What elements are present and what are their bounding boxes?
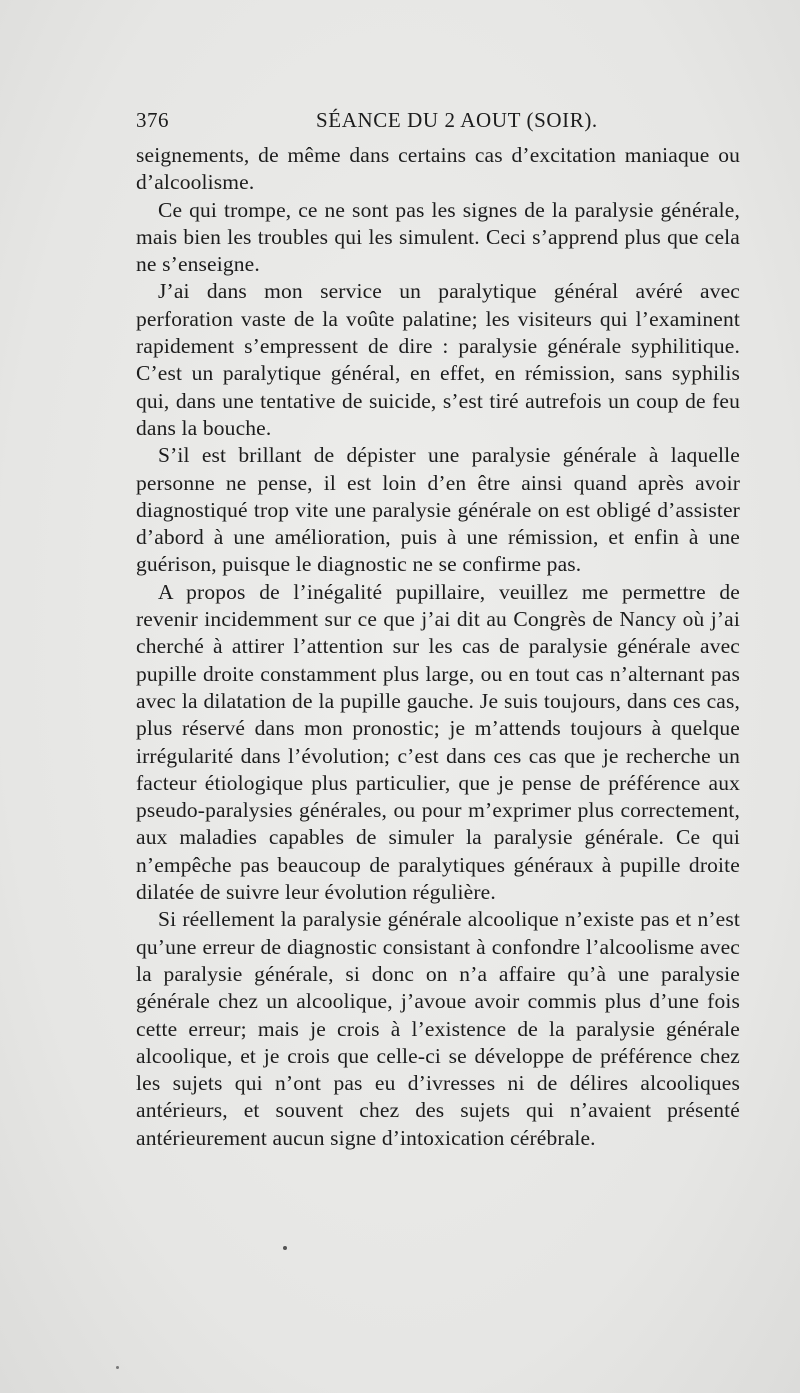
page-header [136, 108, 740, 142]
page-number: 376 [136, 108, 169, 132]
paragraph-1: seignements, de même dans certains cas d’excitation maniaque ou d’alcoolisme. [136, 143, 740, 195]
ink-speck [283, 1246, 287, 1250]
ink-speck [116, 1366, 119, 1369]
paragraph-5: A propos de l’inégalité pupillaire, veuillez me permettre de revenir incidemment sur ce que j’ai dit au Congrès de Nancy où j’ai cherché à attirer l’attention sur les cas de paralysie générale avec pupille droite constamment plus large, ou en tout cas n’alternant pas avec la dilatation de la pupille gauche. Je suis toujours, dans ces cas, plus réservé dans mon pronostic; je m’attends toujours à quelque irrégularité dans l’évolution; c’est dans ces cas que je recherche un facteur étiologique plus particulier, que je pense de préférence aux pseudo-paralysies générales, ou pour m’exprimer plus correctement, aux maladies capables de simuler la paralysie générale. Ce qui n’empêche pas beaucoup de paralytiques généraux à pupille droite dilatée de suivre leur évolution régulière. [136, 579, 740, 905]
paragraph-3: J’ai dans mon service un paralytique général avéré avec perforation vaste de la voûte palatine; les visiteurs qui l’examinent rapidement s’empressent de dire : paralysie générale syphilitique. C’est un paralytique général, en effet, en rémission, sans syphilis qui, dans une tentative de suicide, s’est tiré autrefois un coup de feu dans la bouche. [136, 279, 740, 440]
paragraph-4: S’il est brillant de dépister une paralysie générale à laquelle personne ne pense, il est loin d’en être ainsi quand après avoir diagnostiqué trop vite une paralysie générale on est obligé d’assister d’abord à une amélioration, puis à une rémission, et enfin à une guérison, puisque le diagnostic ne se confirme pas. [136, 443, 740, 577]
running-head: SÉANCE DU 2 AOUT (SOIR). [316, 108, 598, 132]
body-text [136, 142, 740, 1152]
paragraph-6: Si réellement la paralysie générale alcoolique n’existe pas et n’est qu’une erreur de diagnostic consistant à confondre l’alcoolisme avec la paralysie générale, si donc on n’a affaire qu’à une paralysie générale chez un alcoolique, j’avoue avoir commis plus d’une fois cette erreur; mais je crois à l’existence de la paralysie générale alcoolique, et je crois que celle-ci se développe de préférence chez les sujets qui n’ont pas eu d’ivresses ni de délires alcooliques antérieurs, et souvent chez des sujets qui n’avaient présenté antérieurement aucun signe d’intoxication cérébrale. [136, 907, 740, 1150]
paragraph-2: Ce qui trompe, ce ne sont pas les signes de la paralysie générale, mais bien les troubles qui les simulent. Ceci s’apprend plus que cela ne s’enseigne. [136, 197, 740, 277]
